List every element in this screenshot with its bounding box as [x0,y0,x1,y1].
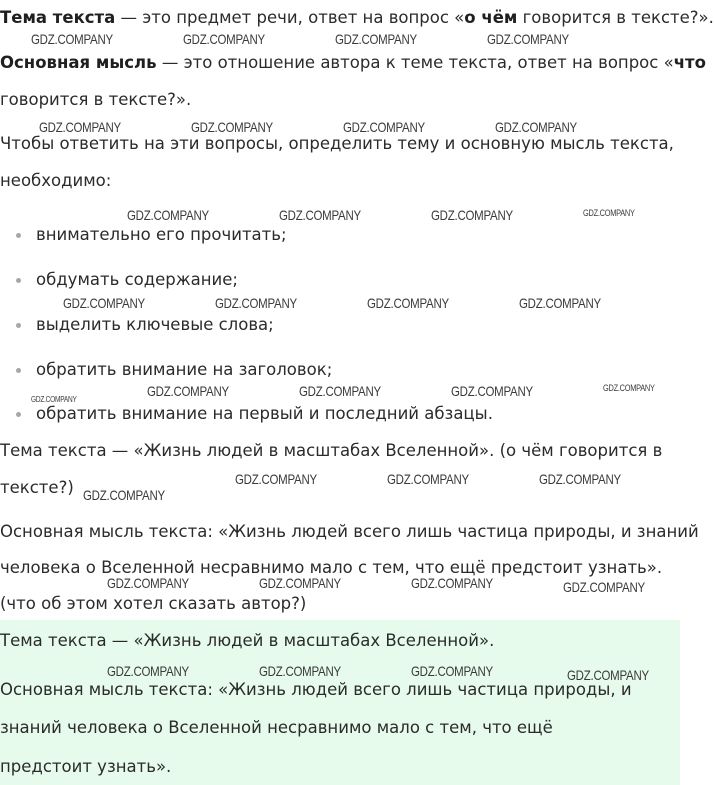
idea-line: (что об этом хотел сказать автор?) [0,594,307,613]
watermark: GDZ.COMPANY [39,119,121,135]
watermark: GDZ.COMPANY [583,208,635,218]
definition-idea-cont: говорится в тексте?». [0,90,192,109]
watermark: GDZ.COMPANY [83,487,165,503]
watermark: GDZ.COMPANY [567,667,649,683]
intro-line: необходимо: [0,171,112,190]
definition-idea: Основная мысль — это отношение автора к теме текста, ответ на вопрос «что [0,53,706,72]
watermark: GDZ.COMPANY [147,383,229,399]
bullet-marker [16,412,21,417]
watermark: GDZ.COMPANY [603,383,655,393]
bullet-marker [16,278,21,283]
intro-line: Чтобы ответить на эти вопросы, определить тему и основную мысль текста, [0,134,674,153]
theme-line: тексте?) [0,478,74,497]
list-item: обдумать содержание; [36,270,238,289]
bullet-marker [16,233,21,238]
answer-idea-line: Основная мысль текста: «Жизнь людей всего лишь частица природы, и [0,680,632,699]
idea-line: Основная мысль текста: «Жизнь людей всего лишь частица природы, и знаний [0,522,699,541]
bullet-marker [16,368,21,373]
watermark: GDZ.COMPANY [183,31,265,47]
watermark: GDZ.COMPANY [431,207,513,223]
watermark: GDZ.COMPANY [259,575,341,591]
watermark: GDZ.COMPANY [31,395,77,404]
watermark: GDZ.COMPANY [259,663,341,679]
watermark: GDZ.COMPANY [411,663,493,679]
watermark: GDZ.COMPANY [299,383,381,399]
watermark: GDZ.COMPANY [343,119,425,135]
list-item: обратить внимание на первый и последний абзацы. [36,404,493,423]
list-item: выделить ключевые слова; [36,315,274,334]
idea-line: человека о Вселенной несравнимо мало с тем, что ещё предстоит узнать». [0,558,663,577]
watermark: GDZ.COMPANY [335,31,417,47]
watermark: GDZ.COMPANY [279,207,361,223]
watermark: GDZ.COMPANY [387,471,469,487]
definition-theme: Тема текста — это предмет речи, ответ на вопрос «о чём говорится в тексте?». [0,8,714,27]
watermark: GDZ.COMPANY [367,295,449,311]
list-item: внимательно его прочитать; [36,225,287,244]
watermark: GDZ.COMPANY [31,31,113,47]
watermark: GDZ.COMPANY [539,471,621,487]
watermark: GDZ.COMPANY [127,207,209,223]
watermark: GDZ.COMPANY [487,31,569,47]
answer-theme: Тема текста — «Жизнь людей в масштабах Вселенной». [0,631,495,650]
answer-idea-line: предстоит узнать». [0,757,172,776]
watermark: GDZ.COMPANY [107,575,189,591]
watermark: GDZ.COMPANY [451,383,533,399]
theme-line: Тема текста — «Жизнь людей в масштабах Вселенной». (о чём говорится в [0,441,663,460]
watermark: GDZ.COMPANY [519,295,601,311]
list-item: обратить внимание на заголовок; [36,360,333,379]
bullet-marker [16,323,21,328]
watermark: GDZ.COMPANY [215,295,297,311]
watermark: GDZ.COMPANY [107,663,189,679]
watermark: GDZ.COMPANY [191,119,273,135]
watermark: GDZ.COMPANY [235,471,317,487]
watermark: GDZ.COMPANY [563,579,645,595]
watermark: GDZ.COMPANY [495,119,577,135]
watermark: GDZ.COMPANY [411,575,493,591]
answer-idea-line: знаний человека о Вселенной несравнимо мало с тем, что ещё [0,718,553,737]
watermark: GDZ.COMPANY [63,295,145,311]
